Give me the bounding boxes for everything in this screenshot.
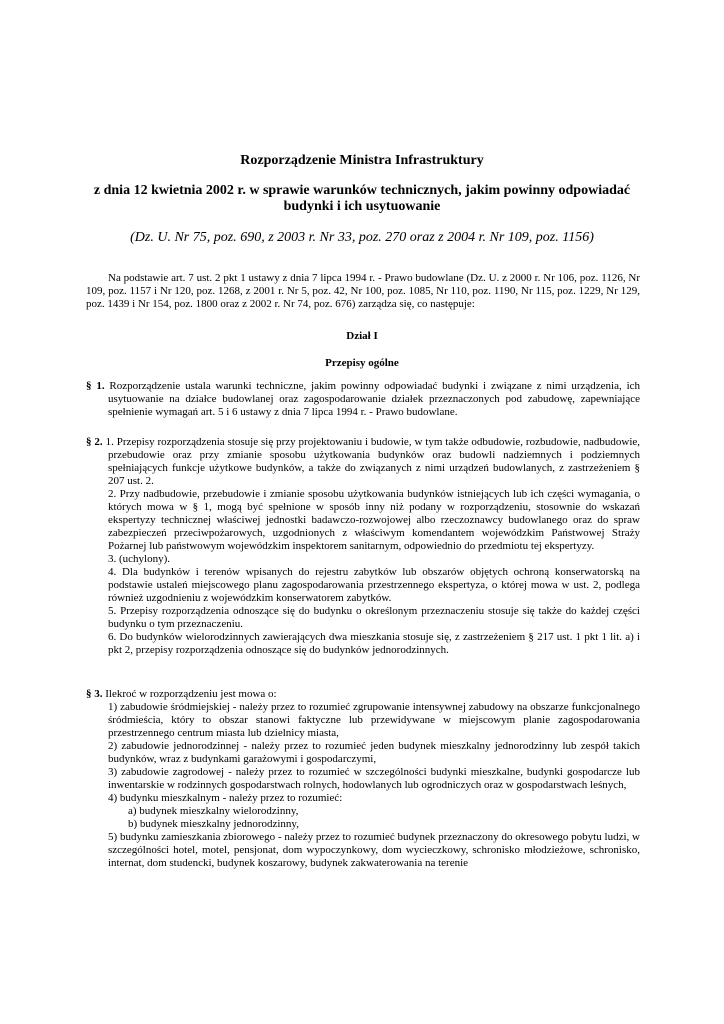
paragraph-2-point-4: 4. Dla budynków i terenów wpisanych do rejestru zabytków lub obszarów objętych ochroną konserwatorską na podstawie ustaleń miejscowego planu zagospodarowania przestrzennego ekspertyza, o której mowa w ust. 2, podlega również uzgodnieniu z wojewódzkim konserwatorem zabytków.: [108, 566, 640, 604]
paragraph-2-point-6: 6. Do budynków wielorodzinnych zawierających dwa mieszkania stosuje się, z zastrzeżeniem § 217 ust. 1 pkt 1 lit. a) i pkt 2, przepisy rozporządzenia odnoszące się do budynków jednorodzinnych.: [108, 631, 640, 656]
paragraph-3-mark: § 3.: [86, 688, 103, 700]
paragraph-2-point-3: 3. (uchylony).: [108, 553, 171, 565]
paragraph-2: [86, 436, 640, 657]
document-citation: (Dz. U. Nr 75, poz. 690, z 2003 r. Nr 33, poz. 270 oraz z 2004 r. Nr 109, poz. 1156): [130, 230, 594, 245]
definition-item-4: 4) budynku mieszkalnym - należy przez to rozumieć:: [108, 792, 343, 804]
paragraph-2-point-1: 1. Przepisy rozporządzenia stosuje się przy projektowaniu i budowie, w tym także odbudowie, rozbudowie, nadbudowie, przebudowie oraz przy zmianie sposobu użytkowania budynków oraz budowli nadziemnych i podziemnych spełniających funkcje użytkowe budynków, a także do związanych z nimi urządzeń budowlanych, z zastrzeżeniem § 207 ust. 2.: [105, 436, 641, 487]
intro-paragraph: Na podstawie art. 7 ust. 2 pkt 1 ustawy z dnia 7 lipca 1994 r. - Prawo budowlane (Dz. U. z 2000 r. Nr 106, poz. 1126, Nr 109, poz. 1157 i Nr 120, poz. 1268, z 2001 r. Nr 5, poz. 42, Nr 100, poz. 1085, Nr 110, poz. 1190, Nr 115, poz. 1229, Nr 129, poz. 1439 i Nr 154, poz. 1800 oraz z 2002 r. Nr 74, poz. 676) zarządza się, co następuje:: [86, 272, 640, 310]
definition-item-4b: b) budynek mieszkalny jednorodzinny,: [128, 818, 299, 830]
section-heading: Dział I: [346, 330, 378, 342]
document-title: Rozporządzenie Ministra Infrastruktury: [240, 153, 484, 168]
definition-item-5: 5) budynku zamieszkania zbiorowego - należy przez to rozumieć budynek przeznaczony do okresowego pobytu ludzi, w szczególności hotel, motel, pensjonat, dom wypoczynkowy, dom wycieczkowy, schronisko młodzieżowe, schronisko, internat, dom studencki, budynek koszarowy, budynek zakwaterowania na terenie: [108, 831, 640, 869]
paragraph-1-mark: § 1.: [86, 380, 105, 392]
definition-item-1: 1) zabudowie śródmiejskiej - należy przez to rozumieć zgrupowanie intensywnej zabudowy na obszarze funkcjonalnego śródmieścia, który to obszar stanowi faktyczne lub przewidywane w miejscowym planie zagospodarowania przestrzennego centrum miasta lub dzielnicy miasta,: [108, 701, 640, 739]
paragraph-2-point-5: 5. Przepisy rozporządzenia odnoszące się do budynku o określonym przeznaczeniu stosuje się także do każdej części budynku o tym przeznaczeniu.: [108, 605, 640, 630]
paragraph-2-mark: § 2.: [86, 436, 103, 448]
definition-item-2: 2) zabudowie jednorodzinnej - należy przez to rozumieć jeden budynek mieszkalny jednorodzinny lub zespół takich budynków, wraz z budynkami garażowymi i gospodarczymi,: [108, 740, 640, 765]
section-title: Przepisy ogólne: [325, 357, 399, 369]
definition-item-4a: a) budynek mieszkalny wielorodzinny,: [128, 805, 299, 817]
paragraph-3-lead: Ilekroć w rozporządzeniu jest mowa o:: [105, 688, 277, 700]
paragraph-2-point-2: 2. Przy nadbudowie, przebudowie i zmianie sposobu użytkowania budynków istniejących lub ich części wymagania, o których mowa w § 1, mogą być spełnione w sposób inny niż podany w rozporządzeniu, stosownie do wskazań ekspertyzy technicznej właściwej jednostki badawczo-rozwojowej albo rzeczoznawcy budowlanego oraz do spraw zabezpieczeń przeciwpożarowych, uzgodnionych z właściwym komendantem wojewódzkim Państwowej Straży Pożarnej lub państwowym wojewódzkim inspektorem sanitarnym, odpowiednio do przedmiotu tej ekspertyzy.: [108, 488, 640, 552]
paragraph-1: [86, 380, 640, 419]
paragraph-3: [86, 688, 640, 870]
paragraph-1-text: Rozporządzenie ustala warunki techniczne, jakim powinny odpowiadać budynki i związane z nimi urządzenia, ich usytuowanie na działce budowlanej oraz zagospodarowanie działek przeznaczonych pod zabudowę, zapewniające spełnienie wymagań art. 5 i 6 ustawy z dnia 7 lipca 1994 r. - Prawo budowlane.: [108, 380, 641, 418]
definition-item-3: 3) zabudowie zagrodowej - należy przez to rozumieć w szczególności budynki mieszkalne, budynki gospodarcze lub inwentarskie w rodzinnych gospodarstwach rolnych, hodowlanych lub ogrodniczych oraz w gospodarstwach leśnych,: [108, 766, 640, 791]
document-subtitle: z dnia 12 kwietnia 2002 r. w sprawie warunków technicznych, jakim powinny odpowiadać budynki i ich usytuowanie: [93, 183, 631, 214]
